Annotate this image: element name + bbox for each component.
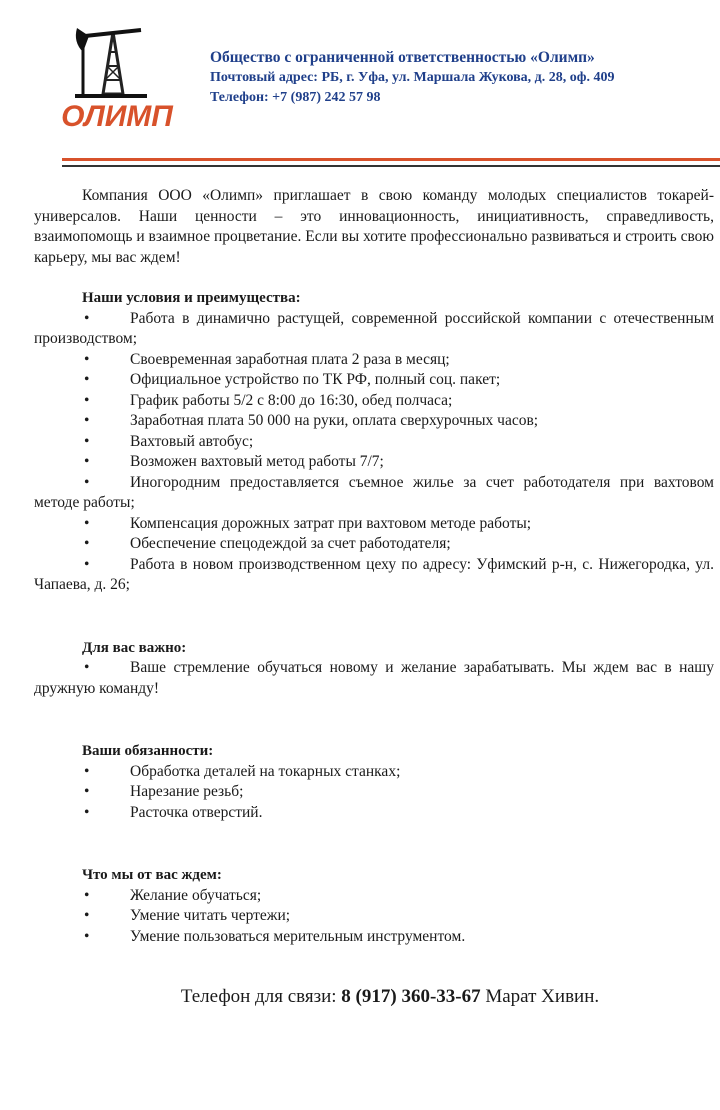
vacancy-body (34, 186, 714, 947)
expect-title: Что мы от вас ждем: (82, 867, 222, 883)
list-item: • Умение читать чертежи; (34, 906, 714, 927)
bullet-icon: • (84, 762, 90, 780)
list-item: • Нарезание резьб; (34, 782, 714, 803)
conditions-title: Наши условия и преимущества: (82, 290, 301, 306)
contact-person: Марат Хивин. (480, 986, 600, 1007)
duties-title: Ваши обязанности: (82, 743, 214, 759)
list-item: • Работа в новом производственном цеху по адресу: Уфимский р-н, с. Нижегородка, ул. Чапаева, д. 26; (34, 555, 714, 593)
list-item: • Возможен вахтовый метод работы 7/7; (34, 452, 714, 473)
list-item: • Заработная плата 50 000 на руки, оплата сверхурочных часов; (34, 411, 714, 432)
bullet-icon: • (84, 535, 90, 552)
list-item: • Своевременная заработная плата 2 раза в месяц; (34, 350, 714, 371)
bullet-icon: • (84, 432, 90, 450)
org-header (210, 48, 710, 108)
contact-phone[interactable]: 8 (917) 360-33-67 (341, 986, 481, 1007)
list-item: • График работы 5/2 с 8:00 до 16:30, обед полчаса; (34, 391, 714, 412)
list-item: • Обработка деталей на токарных станках; (34, 762, 714, 783)
bullet-icon: • (84, 907, 90, 924)
header-divider-red (62, 158, 720, 161)
list-item: • Умение пользоваться мерительным инструментом. (34, 927, 714, 948)
list-item: • Работа в динамично растущей, современной российской компании с отечественным производством; (34, 309, 714, 347)
org-name: Общество с ограниченной ответственностью «Олимп» (210, 49, 595, 66)
bullet-icon: • (84, 659, 90, 676)
logo-wordmark: ОЛИМП (61, 100, 173, 133)
bullet-icon: • (84, 803, 90, 821)
list-item: • Ваше стремление обучаться новому и желание зарабатывать. Мы ждем вас в нашу дружную команду! (34, 659, 714, 697)
header-divider-dark (62, 165, 720, 167)
bullet-icon: • (84, 555, 90, 573)
important-list (34, 658, 714, 699)
contact-label: Телефон для связи: (180, 986, 342, 1007)
list-item: • Компенсация дорожных затрат при вахтовом методе работы; (34, 514, 714, 535)
org-address: Почтовый адрес: РБ, г. Уфа, ул. Маршала Жукова, д. 28, оф. 409 (210, 70, 615, 85)
bullet-icon: • (84, 350, 90, 368)
intro-paragraph: Компания ООО «Олимп» приглашает в свою команду молодых специалистов токарей-универсалов. Наши ценности – это инновационность, инициативность, справедливость, взаимопомощь и взаимное процветание. Если вы хотите профессионально развиваться и строить свою карьеру, мы вас ждем! (34, 187, 714, 266)
bullet-icon: • (84, 412, 90, 429)
list-item: • Расточка отверстий. (34, 803, 714, 824)
list-item: • Вахтовый автобус; (34, 432, 714, 453)
bullet-icon: • (84, 514, 90, 532)
expect-list (34, 886, 714, 948)
bullet-icon: • (84, 927, 90, 945)
duties-list (34, 762, 714, 824)
list-item: • Иногородним предоставляется съемное жилье за счет работодателя при вахтовом методе работы; (34, 473, 714, 511)
list-item: • Обеспечение спецодеждой за счет работодателя; (34, 534, 714, 555)
bullet-icon: • (84, 309, 90, 327)
bullet-icon: • (84, 783, 90, 800)
list-item: • Официальное устройство по ТК РФ, полный соц. пакет; (34, 370, 714, 391)
bullet-icon: • (84, 391, 90, 409)
bullet-icon: • (84, 371, 90, 388)
olimp-logo (55, 22, 180, 134)
bullet-icon: • (84, 473, 90, 491)
bullet-icon: • (84, 886, 90, 904)
important-title: Для вас важно: (82, 639, 187, 656)
conditions-list (34, 309, 714, 596)
list-item: • Желание обучаться; (34, 886, 714, 907)
contact-line (0, 986, 720, 1008)
bullet-icon: • (84, 453, 90, 470)
org-phone: Телефон: +7 (987) 242 57 98 (210, 90, 381, 105)
